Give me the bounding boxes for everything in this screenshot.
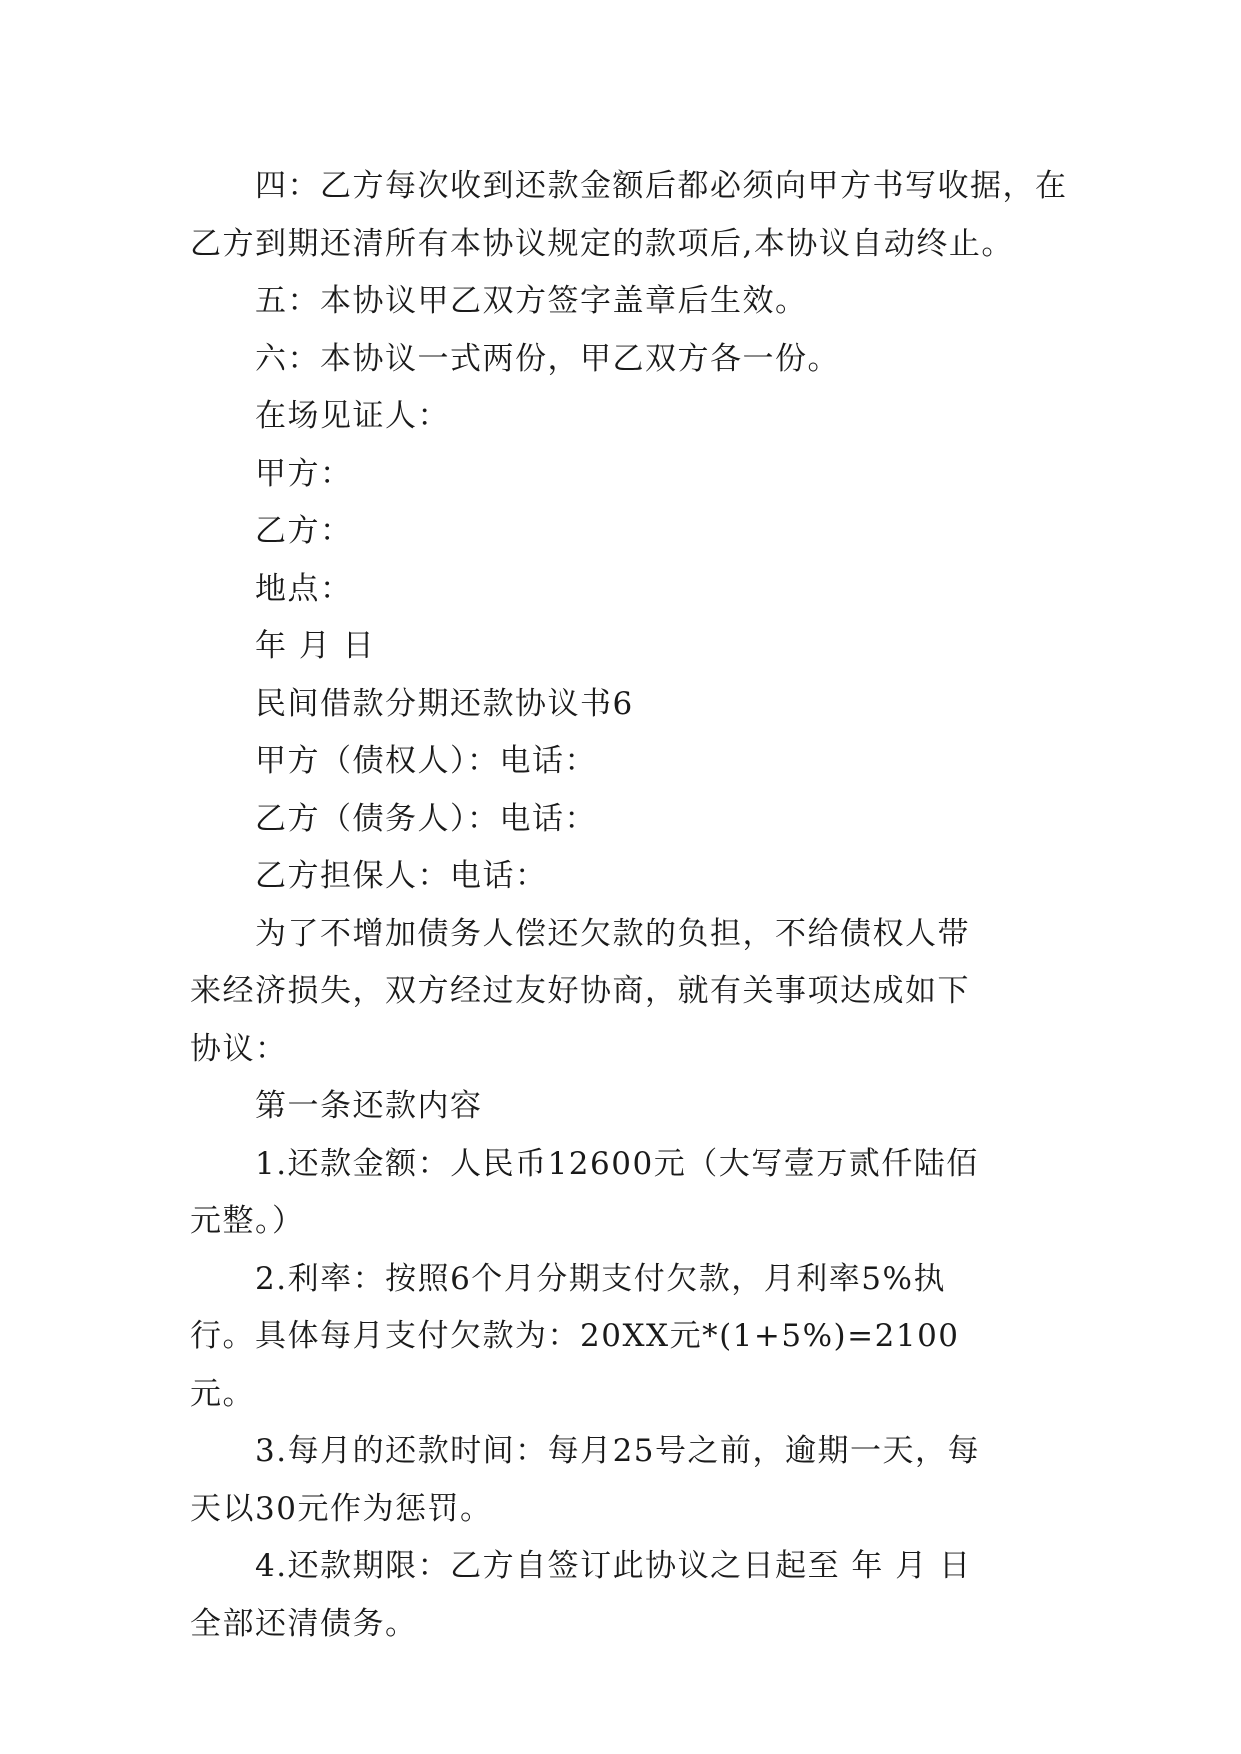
document-body	[190, 158, 1068, 1653]
party-b-label: 乙方：	[255, 513, 353, 549]
agreement-title: 民间借款分期还款协议书6	[255, 685, 634, 722]
clause-four: 四：乙方每次收到还款金额后都必须向甲方书写收据，在乙方到期还清所有本协议规定的款项后,本协议自动终止。	[190, 168, 1068, 262]
party-a-label: 甲方：	[255, 455, 353, 492]
repayment-time: 3.每月的还款时间：每月25号之前，逾期一天，每天以30元作为惩罚。	[190, 1433, 981, 1527]
repayment-deadline: 4.还款期限：乙方自签订此协议之日起至 年 月 日全部还清债务。	[190, 1548, 972, 1642]
guarantor-line: 乙方担保人：电话：	[255, 858, 548, 894]
clause-five: 五：本协议甲乙双方签字盖章后生效。	[255, 283, 808, 319]
location-label: 地点：	[255, 570, 353, 607]
repayment-amount: 1.还款金额：人民币12600元（大写壹万贰仟陆佰元整。）	[190, 1145, 979, 1239]
debtor-line: 乙方（债务人）：电话：	[255, 800, 597, 837]
clause-six: 六：本协议一式两份，甲乙双方各一份。	[255, 340, 840, 377]
article-one-heading: 第一条还款内容	[255, 1088, 483, 1124]
creditor-line: 甲方（债权人）：电话：	[255, 743, 597, 779]
interest-rate: 2.利率：按照6个月分期支付欠款，月利率5%执行。具体每月支付欠款为：20XX元*(1+5%)=2100元。	[190, 1260, 960, 1412]
date-line: 年 月 日	[255, 628, 376, 664]
preamble-paragraph: 为了不增加债务人偿还欠款的负担，不给债权人带来经济损失，双方经过友好协商，就有关事项达成如下协议：	[190, 915, 970, 1067]
witness-label: 在场见证人：	[255, 398, 450, 434]
